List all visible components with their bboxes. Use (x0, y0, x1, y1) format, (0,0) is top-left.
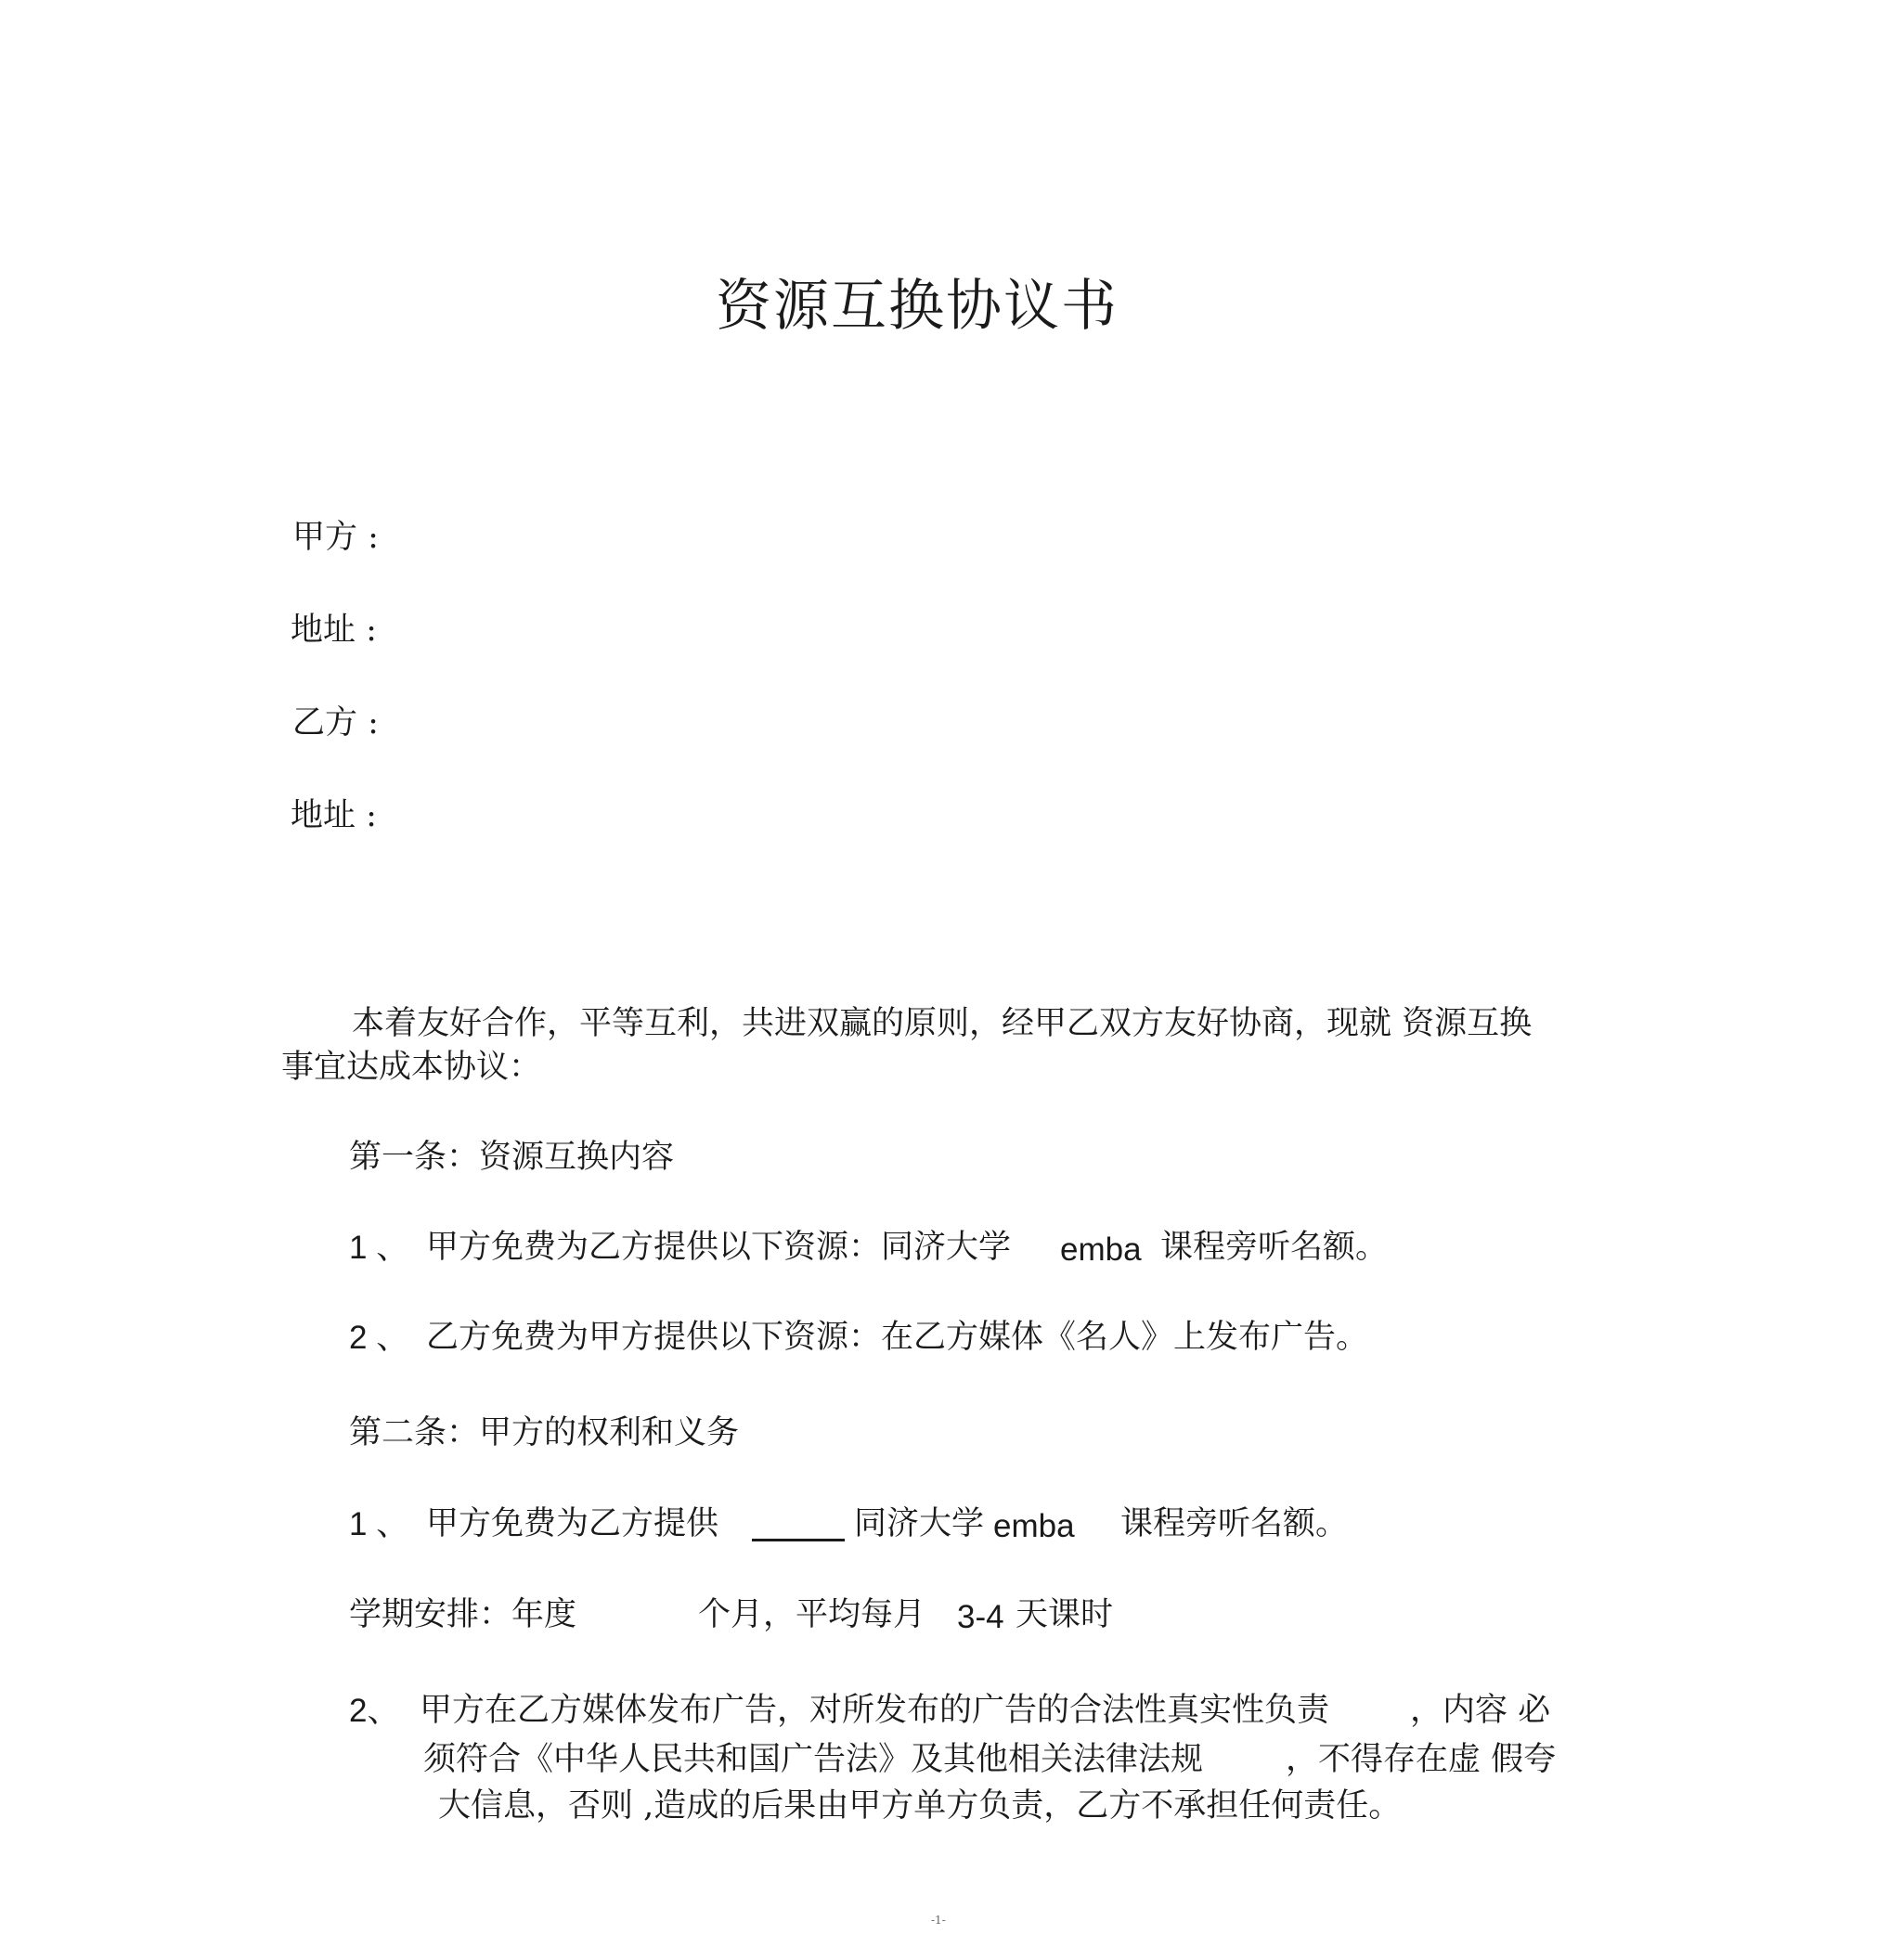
article-1-item-1-text: 甲方免费为乙方提供以下资源：同济大学 (426, 1229, 1012, 1266)
article-1-item-1-number: 1 、 (349, 1230, 409, 1266)
schedule-label: 学期安排：年度 (349, 1596, 577, 1633)
document-title: 资源互换协议书 (716, 274, 1119, 339)
intro-line-1: 本着友好合作，平等互利，共进双赢的原则，经甲乙双方友好协商，现就 资源互换 (352, 1005, 1533, 1042)
article-1-item-1-tail: 课程旁听名额。 (1160, 1229, 1389, 1266)
page-number: -1- (931, 1914, 946, 1927)
party-a-label: 甲方 : (292, 519, 379, 556)
article-2-heading: 第二条：甲方的权利和义务 (349, 1414, 740, 1451)
intro-line-2: 事宜达成本协议： (281, 1049, 542, 1086)
article-2-item-2-line-1: 甲方在乙方媒体发布广告，对所发布的广告的合法性真实性负责 (420, 1692, 1330, 1729)
article-2-item-2-line-2-tail: ，不得存在虚 假夸 (1286, 1741, 1557, 1778)
schedule-days-unit: 天课时 (1016, 1596, 1114, 1633)
article-2-item-2-line-3: 大信息，否则 ,造成的后果由甲方单方负责，乙方不承担任何责任。 (438, 1787, 1402, 1825)
article-2-item-1-text: 甲方免费为乙方提供 (426, 1505, 719, 1542)
article-2-item-1-tail: 课程旁听名额。 (1120, 1505, 1349, 1542)
article-2-item-1-mid: 同济大学 (854, 1505, 985, 1542)
party-b-address-label: 地址 : (291, 797, 377, 834)
article-2-item-1-emba: emba (993, 1508, 1075, 1544)
article-1-item-2-text: 乙方免费为甲方提供以下资源：在乙方媒体《名人》上发布广告。 (426, 1319, 1369, 1356)
fill-in-blank-line (752, 1539, 845, 1541)
party-b-label: 乙方 : (292, 704, 379, 741)
article-2-item-2-line-1-tail: ，内容 必 (1410, 1692, 1551, 1729)
article-1-item-2-number: 2 、 (349, 1320, 409, 1356)
article-2-item-2-number: 2、 (349, 1693, 400, 1729)
schedule-months: 个月，平均每月 (698, 1596, 926, 1633)
article-1-heading: 第一条：资源互换内容 (349, 1139, 675, 1176)
article-1-item-1-emba: emba (1060, 1231, 1142, 1268)
party-a-address-label: 地址 : (291, 612, 377, 649)
article-2-item-2-line-2: 须符合《中华人民共和国广告法》及其他相关法律法规 (423, 1741, 1204, 1778)
schedule-days-number: 3-4 (957, 1599, 1004, 1635)
article-2-item-1-number: 1 、 (349, 1506, 409, 1542)
